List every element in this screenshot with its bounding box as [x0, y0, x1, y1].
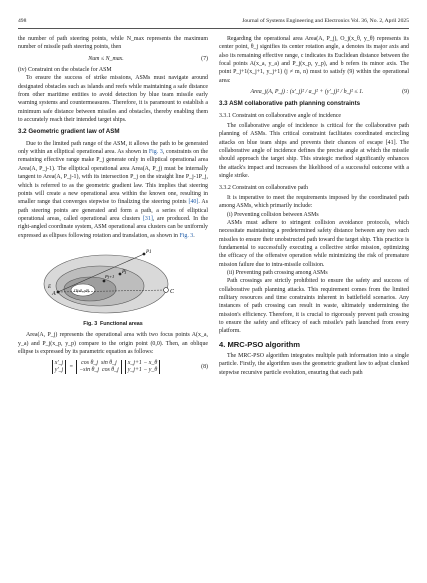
equation-9 — [219, 88, 409, 96]
paragraph: The collaborative angle of incidence is critical for the collaborative path planning of ASMs. This critical constraint facilitates coordinated encircling attacks on blue team ships and prevents their chances of escape [41]. The collaborative angle of incidence defines the precise angle at which the missile should approach the target ship. This strategic method significantly enhances the attack's impact and increases the likelihood of a successful outcome with a single strike. — [219, 123, 409, 180]
equation-7 — [18, 55, 208, 63]
equation-number: (8) — [201, 363, 208, 370]
caption-number: Fig. 3 — [83, 320, 98, 327]
list-item: (ii) Preventing path crossing among ASMs — [227, 269, 328, 276]
paragraph: To ensure the success of strike missions, ASMs must navigate around designated obstacles such as islands and reefs while maintaining a safe distance from other maritime entities to avoid detection by blue team missile early warning systems and countermeasures. Therefore, it is paramount to establish a minimum safe distance between missiles and obstacles, thereby enabling them to accurately reach their intended target ships. — [18, 75, 208, 124]
point-C — [164, 288, 169, 293]
citation-link[interactable]: [40] — [188, 199, 199, 206]
label-Pj1: Pj+1 — [105, 273, 115, 279]
equation-8 — [18, 359, 208, 374]
point-Pj1 — [103, 280, 106, 283]
paragraph: Path crossings are strictly prohibited to ensure the safety and success of collaborative path planning attacks. This requirement comes from the limited military resources and time constraints inherent in battlefield scenarios. Any instances of path crossing can result in waste, ultimately undermining the mission's efficiency. Therefore, it is crucial to rigorously prevent path crossing to ensure the safety and efficacy of each missile's path launched from every platform. — [219, 278, 409, 335]
label-E: E — [48, 284, 52, 290]
right-column — [219, 35, 409, 377]
equation-number: (9) — [402, 89, 409, 96]
citation-link[interactable]: [31] — [142, 215, 153, 222]
figure-reference-link[interactable]: Fig. 3 — [148, 149, 163, 156]
paragraph: It is imperative to meet the requirements imposed by the coordinated path among ASMs, which primarily include: — [219, 194, 409, 210]
point-A — [57, 291, 60, 294]
label-C: C — [170, 288, 175, 295]
equation-body: Area_j(A, P_j) : (x'_j)² / a_j² + (y'_j)² / b_j² ≤ 1. — [250, 89, 364, 96]
section-heading: 4. MRC-PSO algorithm — [219, 339, 301, 349]
equation-body: x'_j y'_j = cos θ_j sin θ_j −sin θ_j cos θ_j x_j+1 − x_θ y_j+1 − y_θ — [18, 359, 194, 374]
paragraph: Due to the limited path range of the ASM, it allows the path to be generated only within an elliptical operational area. As shown in Fig. 3, constraints on the remaining effective range make P_j generate only in elliptical operational area Area(A, P_j-1). The elliptical operational area Area(A, P_j) must be internally tangent to Area(A, P_j-1), with its intersection P_j on the straight line P_j-1P_j, which is referred to as the geometric gradient law. This implies that steering points will create a new operational area within the known one, resulting in smaller range that converges stepwise to finalizing the steering points [40]. As path steering points are generated and form a path, a series of elliptical operational areas, called operational area clusters [31], are produced. In the right-angled coordinate system, ASM operational area clusters can be uniformly expressed as ellipses following rotation and translation, as shown in Fig. 3. — [18, 140, 208, 239]
subsection-heading: 3.3.1 Constraint on collaborative angle of incidence — [219, 112, 342, 119]
figure-3 — [18, 244, 208, 318]
paragraph: the number of path steering points, while N_max represents the maximum number of missile path steering points, then — [18, 36, 208, 51]
running-header — [18, 18, 409, 29]
caption-text: Functional areas — [99, 320, 143, 327]
section-heading: 3.3 ASM collaborative path planning constraints — [219, 100, 361, 108]
point-P1 — [143, 253, 146, 256]
paragraph: Area(A, P_j) represents the operational area with two focus points A(x_a, y_a) and P_j(x_p, y_p) compare to the origin point (0,0). Then, an oblique ellipse is expressed by its parametric equation as follows: — [18, 332, 208, 355]
left-column — [18, 35, 208, 377]
paragraph: The MRC-PSO algorithm integrates multiple path information into a single particle. Firstly, the algorithm uses the geometric gradient law to adjust clunked stepwise recursive particle evolution, ensuring that each path — [219, 353, 409, 376]
page-number: 498 — [18, 18, 27, 24]
list-item: (i) Preventing collision between ASMs — [227, 211, 319, 218]
figure-reference-link[interactable]: Fig. 3 — [179, 232, 194, 239]
label-A: A — [52, 290, 56, 297]
figure-caption — [18, 320, 208, 328]
point-Pj — [119, 273, 122, 276]
equation-body: Num ≤ N_max. — [88, 55, 124, 62]
paragraph: Regarding the operational area Area(A, P_j), O_j(x_θ, y_θ) represents its center point, θ_j signifies its center rotation angle, a denotes its major axis and also its remaining effective range, c indicates its Euclidean distance between the focal points A(x_a, y_a) and P_j(x_p, y_p), and b refers its minor axis. The point P_j+1(x_j+1, y_j+1) (j ≠ m, n) must to satisfy (9) within the operational area: — [219, 36, 409, 84]
journal-title: Journal of Systems Engineering and Electronics Vol. 36, No. 2, April 2025 — [242, 18, 409, 24]
functional-areas-diagram — [38, 244, 188, 318]
label-O: O(x0, y0) — [74, 287, 90, 293]
section-heading: 3.2 Geometric gradient law of ASM — [18, 128, 120, 136]
label-Pj: Pj — [122, 269, 127, 275]
subsection-heading: 3.3.2 Constraint on collaborative path — [219, 184, 308, 191]
equation-number: (7) — [201, 55, 208, 62]
paragraph: ASMs must adhere to stringent collision avoidance protocols, which necessitate maintaining a predetermined safety distance between any two such missiles to ensure their unobstructed path toward the target ship. This practice is fundamental to successfully executing a collective strike mission, optimizing the efficacy of the offensive operation while minimizing the risk of premature mission failure due to intra-missile collision. — [219, 219, 409, 268]
list-item: (iv) Constraint on the obstacle for ASM — [18, 67, 112, 74]
label-P1: P1 — [146, 249, 152, 255]
